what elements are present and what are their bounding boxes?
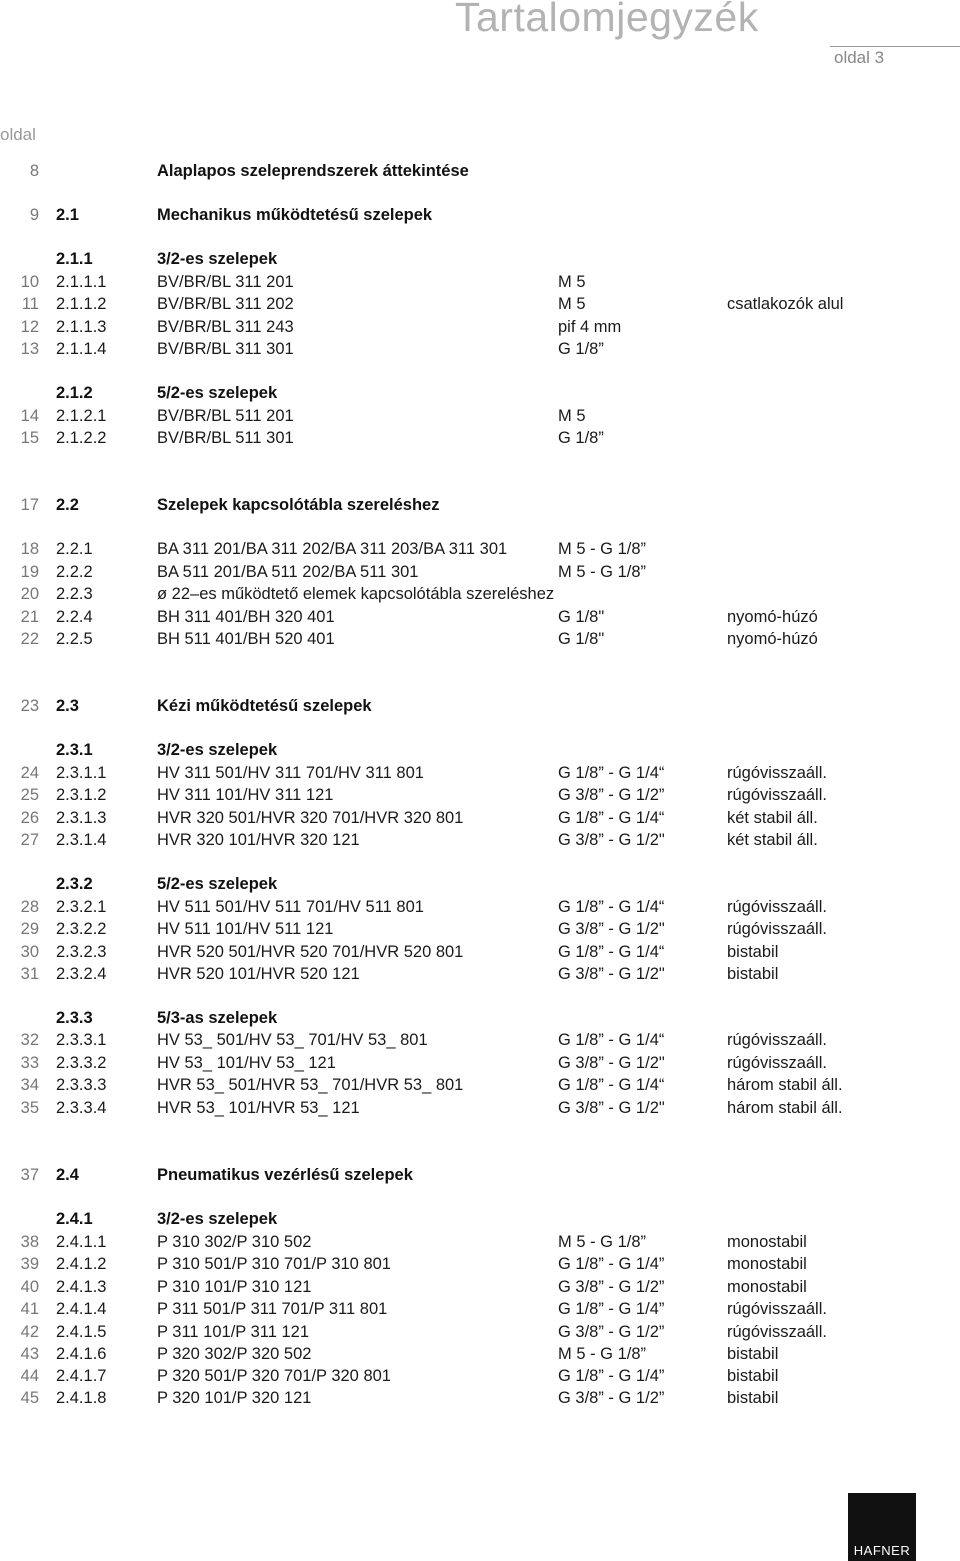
- entry-note: nyomó-húzó: [727, 630, 818, 648]
- page-number: 41: [20, 1300, 39, 1318]
- section-number: 2.4.1.5: [56, 1323, 107, 1341]
- page-number: 19: [20, 563, 39, 581]
- entry-description: P 310 501/P 310 701/P 310 801: [157, 1255, 391, 1273]
- toc-entry-row: [0, 271, 960, 293]
- entry-description: 3/2-es szelepek: [157, 741, 278, 759]
- page-number-label: oldal 3: [834, 48, 885, 67]
- section-number: 2.2.3: [56, 585, 93, 603]
- toc-entry-row: [0, 1097, 960, 1119]
- section-number: 2.1.1.2: [56, 295, 107, 313]
- page-number: 24: [20, 764, 39, 782]
- page-number: 31: [20, 965, 39, 983]
- entry-description: HVR 53_ 101/HVR 53_ 121: [157, 1099, 360, 1117]
- connection-size: G 1/8” - G 1/4“: [558, 898, 665, 916]
- toc-entry-row: [0, 1365, 960, 1387]
- section-heading-row: [0, 695, 960, 717]
- connection-size: G 3/8” - G 1/2”: [558, 1389, 665, 1407]
- section-number: 2.2.5: [56, 630, 93, 648]
- entry-note: nyomó-húzó: [727, 608, 818, 626]
- entry-description: BV/BR/BL 511 201: [157, 407, 294, 425]
- page-number: 40: [20, 1278, 39, 1296]
- entry-description: Mechanikus működtetésű szelepek: [157, 206, 433, 224]
- connection-size: G 1/8” - G 1/4”: [558, 1300, 665, 1318]
- section-number: 2.3.2.4: [56, 965, 107, 983]
- entry-description: P 311 101/P 311 121: [157, 1323, 310, 1341]
- section-heading-row: [0, 204, 960, 226]
- section-number: 2.3.1.4: [56, 831, 107, 849]
- entry-note: monostabil: [727, 1233, 807, 1251]
- page-number: 35: [20, 1099, 39, 1117]
- entry-description: P 311 501/P 311 701/P 311 801: [157, 1300, 388, 1318]
- section-number: 2.3.2.3: [56, 943, 107, 961]
- page-number: 15: [20, 429, 39, 447]
- toc-entry-row: [0, 561, 960, 583]
- page-number: 29: [20, 920, 39, 938]
- page-number: 44: [20, 1367, 39, 1385]
- entry-description: BV/BR/BL 311 202: [157, 295, 294, 313]
- entry-description: HV 311 501/HV 311 701/HV 311 801: [157, 764, 424, 782]
- page-number: 43: [20, 1345, 39, 1363]
- connection-size: G 3/8” - G 1/2": [558, 1099, 665, 1117]
- page-number: 23: [20, 697, 39, 715]
- connection-size: M 5: [558, 273, 586, 291]
- section-number: 2.2: [56, 496, 79, 514]
- entry-description: HVR 520 501/HVR 520 701/HVR 520 801: [157, 943, 464, 961]
- toc-entry-row: [0, 1343, 960, 1365]
- page-number: 12: [20, 318, 39, 336]
- page-number: 30: [20, 943, 39, 961]
- connection-size: G 3/8” - G 1/2": [558, 965, 665, 983]
- entry-description: 3/2-es szelepek: [157, 250, 278, 268]
- toc-entry-row: [0, 628, 960, 650]
- page-number: 10: [20, 273, 39, 291]
- connection-size: G 1/8” - G 1/4“: [558, 809, 665, 827]
- entry-note: bistabil: [727, 1345, 779, 1363]
- entry-description: HVR 320 101/HVR 320 121: [157, 831, 360, 849]
- subsection-heading-row: [0, 382, 960, 404]
- connection-size: G 1/8": [558, 608, 605, 626]
- toc-entry-row: [0, 941, 960, 963]
- connection-size: M 5: [558, 407, 586, 425]
- entry-note: három stabil áll.: [727, 1099, 843, 1117]
- toc-entry-row: [0, 1321, 960, 1343]
- page-number: 39: [20, 1255, 39, 1273]
- toc-entry-row: [0, 1276, 960, 1298]
- connection-size: M 5 - G 1/8”: [558, 540, 647, 558]
- toc-entry-row: [0, 606, 960, 628]
- entry-description: HVR 320 501/HVR 320 701/HVR 320 801: [157, 809, 464, 827]
- page-number: 26: [20, 809, 39, 827]
- toc-entry-row: [0, 316, 960, 338]
- entry-note: rúgóvisszaáll.: [727, 786, 827, 804]
- page-number: 42: [20, 1323, 39, 1341]
- entry-note: rúgóvisszaáll.: [727, 920, 827, 938]
- entry-note: rúgóvisszaáll.: [727, 1054, 827, 1072]
- page-number: 32: [20, 1031, 39, 1049]
- entry-note: három stabil áll.: [727, 1076, 843, 1094]
- section-number: 2.3.3.4: [56, 1099, 107, 1117]
- entry-description: HV 511 101/HV 511 121: [157, 920, 334, 938]
- entry-note: bistabil: [727, 1389, 779, 1407]
- toc-entry-row: [0, 1029, 960, 1051]
- page-number: 11: [21, 295, 39, 313]
- toc-entry-row: [0, 1052, 960, 1074]
- entry-note: csatlakozók alul: [727, 295, 844, 313]
- connection-size: G 1/8” - G 1/4“: [558, 764, 665, 782]
- page-number: 45: [20, 1389, 39, 1407]
- entry-description: HVR 53_ 501/HVR 53_ 701/HVR 53_ 801: [157, 1076, 464, 1094]
- entry-description: Kézi működtetésű szelepek: [157, 697, 372, 715]
- entry-description: HV 311 101/HV 311 121: [157, 786, 334, 804]
- entry-description: 5/3-as szelepek: [157, 1009, 278, 1027]
- connection-size: pif 4 mm: [558, 318, 622, 336]
- toc-entry-row: [0, 538, 960, 560]
- toc-entry-row: [0, 1231, 960, 1253]
- entry-note: rúgóvisszaáll.: [727, 764, 827, 782]
- section-number: 2.3.2: [56, 875, 93, 893]
- title-rule: [830, 46, 960, 47]
- connection-size: M 5 - G 1/8”: [558, 1233, 647, 1251]
- toc-entry-row: [0, 293, 960, 315]
- section-heading-row: [0, 160, 960, 182]
- section-number: 2.1.1.1: [56, 273, 107, 291]
- page-number: 9: [29, 206, 39, 224]
- subsection-heading-row: [0, 1208, 960, 1230]
- toc-entry-row: [0, 963, 960, 985]
- section-number: 2.4.1.7: [56, 1367, 107, 1385]
- connection-size: G 1/8” - G 1/4“: [558, 1076, 665, 1094]
- entry-description: 3/2-es szelepek: [157, 1210, 278, 1228]
- logo-text: HAFNER: [853, 1543, 911, 1558]
- connection-size: G 1/8” - G 1/4“: [558, 1031, 665, 1049]
- entry-description: BV/BR/BL 311 201: [157, 273, 294, 291]
- entry-note: rúgóvisszaáll.: [727, 898, 827, 916]
- connection-size: G 1/8” - G 1/4“: [558, 943, 665, 961]
- entry-description: P 320 101/P 320 121: [157, 1389, 312, 1407]
- section-number: 2.1.1: [56, 250, 93, 268]
- subsection-heading-row: [0, 248, 960, 270]
- page-number: 17: [20, 496, 39, 514]
- entry-note: monostabil: [727, 1278, 807, 1296]
- section-number: 2.3.1.3: [56, 809, 107, 827]
- page-number: 27: [20, 831, 39, 849]
- section-number: 2.1.2.2: [56, 429, 107, 447]
- connection-size: G 3/8” - G 1/2”: [558, 1278, 665, 1296]
- section-number: 2.3.2.2: [56, 920, 107, 938]
- connection-size: G 1/8” - G 1/4”: [558, 1255, 665, 1273]
- entry-note: bistabil: [727, 943, 779, 961]
- section-number: 2.4.1.4: [56, 1300, 107, 1318]
- entry-note: két stabil áll.: [727, 831, 818, 849]
- toc-entry-row: [0, 918, 960, 940]
- section-heading-row: [0, 494, 960, 516]
- entry-note: monostabil: [727, 1255, 807, 1273]
- connection-size: G 3/8” - G 1/2”: [558, 1323, 665, 1341]
- entry-note: rúgóvisszaáll.: [727, 1300, 827, 1318]
- entry-description: Szelepek kapcsolótábla szereléshez: [157, 496, 440, 514]
- section-number: 2.1.1.4: [56, 340, 107, 358]
- page-number: 25: [20, 786, 39, 804]
- page-number: 28: [20, 898, 39, 916]
- entry-description: BH 311 401/BH 320 401: [157, 608, 335, 626]
- entry-description: P 310 101/P 310 121: [157, 1278, 312, 1296]
- toc-entry-row: [0, 784, 960, 806]
- connection-size: M 5 - G 1/8”: [558, 1345, 647, 1363]
- section-number: 2.1: [56, 206, 79, 224]
- entry-description: P 310 302/P 310 502: [157, 1233, 312, 1251]
- subsection-heading-row: [0, 873, 960, 895]
- toc-entry-row: [0, 1253, 960, 1275]
- section-number: 2.3.2.1: [56, 898, 107, 916]
- entry-description: ø 22–es működtető elemek kapcsolótábla szereléshez: [157, 585, 555, 603]
- toc-entry-row: [0, 1298, 960, 1320]
- entry-description: HVR 520 101/HVR 520 121: [157, 965, 360, 983]
- section-number: 2.2.4: [56, 608, 93, 626]
- entry-note: rúgóvisszaáll.: [727, 1323, 827, 1341]
- entry-description: HV 53_ 101/HV 53_ 121: [157, 1054, 336, 1072]
- section-number: 2.3.3: [56, 1009, 93, 1027]
- connection-size: M 5 - G 1/8”: [558, 563, 647, 581]
- connection-size: G 3/8” - G 1/2": [558, 920, 665, 938]
- section-number: 2.3: [56, 697, 79, 715]
- section-number: 2.4.1.6: [56, 1345, 107, 1363]
- section-number: 2.1.2: [56, 384, 93, 402]
- connection-size: G 3/8” - G 1/2": [558, 831, 665, 849]
- hafner-logo: [848, 1493, 916, 1561]
- subsection-heading-row: [0, 1007, 960, 1029]
- entry-description: P 320 302/P 320 502: [157, 1345, 312, 1363]
- entry-note: bistabil: [727, 1367, 779, 1385]
- entry-description: Pneumatikus vezérlésű szelepek: [157, 1166, 413, 1184]
- subsection-heading-row: [0, 739, 960, 761]
- entry-note: bistabil: [727, 965, 779, 983]
- toc-entry-row: [0, 405, 960, 427]
- toc-entry-row: [0, 762, 960, 784]
- connection-size: G 1/8”: [558, 429, 604, 447]
- entry-description: BA 311 201/BA 311 202/BA 311 203/BA 311 301: [157, 540, 508, 558]
- section-number: 2.2.2: [56, 563, 93, 581]
- entry-description: HV 511 501/HV 511 701/HV 511 801: [157, 898, 424, 916]
- toc-entry-row: [0, 829, 960, 851]
- page-number: 33: [20, 1054, 39, 1072]
- page-number: 37: [20, 1166, 39, 1184]
- toc-entry-row: [0, 896, 960, 918]
- connection-size: G 1/8” - G 1/4”: [558, 1367, 665, 1385]
- section-number: 2.3.1.2: [56, 786, 107, 804]
- section-number: 2.1.2.1: [56, 407, 107, 425]
- page-number: 38: [20, 1233, 39, 1251]
- page-number: 8: [29, 162, 39, 180]
- entry-description: P 320 501/P 320 701/P 320 801: [157, 1367, 391, 1385]
- section-heading-row: [0, 1164, 960, 1186]
- toc-entry-row: [0, 338, 960, 360]
- section-number: 2.2.1: [56, 540, 93, 558]
- entry-note: rúgóvisszaáll.: [727, 1031, 827, 1049]
- connection-size: G 1/8”: [558, 340, 604, 358]
- connection-size: M 5: [558, 295, 586, 313]
- toc-entry-row: [0, 583, 960, 605]
- section-number: 2.3.1.1: [56, 764, 107, 782]
- page-number: 22: [20, 630, 39, 648]
- section-number: 2.4.1.1: [56, 1233, 107, 1251]
- entry-description: BV/BR/BL 511 301: [157, 429, 294, 447]
- page-number: 14: [20, 407, 39, 425]
- connection-size: G 3/8” - G 1/2": [558, 1054, 665, 1072]
- page-number: 20: [20, 585, 39, 603]
- section-number: 2.3.3.3: [56, 1076, 107, 1094]
- entry-description: 5/2-es szelepek: [157, 384, 278, 402]
- page-number: 13: [20, 340, 39, 358]
- page-number: 21: [20, 608, 39, 626]
- entry-description: HV 53_ 501/HV 53_ 701/HV 53_ 801: [157, 1031, 428, 1049]
- section-number: 2.4: [56, 1166, 79, 1184]
- section-number: 2.4.1.3: [56, 1278, 107, 1296]
- connection-size: G 3/8” - G 1/2”: [558, 786, 665, 804]
- page-number: 18: [20, 540, 39, 558]
- entry-description: Alaplapos szeleprendszerek áttekintése: [157, 162, 469, 180]
- connection-size: G 1/8": [558, 630, 605, 648]
- page-number: 34: [20, 1076, 39, 1094]
- entry-description: BV/BR/BL 311 243: [157, 318, 294, 336]
- entry-description: BH 511 401/BH 520 401: [157, 630, 335, 648]
- section-number: 2.4.1.8: [56, 1389, 107, 1407]
- section-number: 2.3.3.1: [56, 1031, 107, 1049]
- entry-note: két stabil áll.: [727, 809, 818, 827]
- page-title: Tartalomjegyzék: [455, 0, 759, 40]
- entry-description: BA 511 201/BA 511 202/BA 511 301: [157, 563, 419, 581]
- toc-entry-row: [0, 427, 960, 449]
- entry-description: 5/2-es szelepek: [157, 875, 278, 893]
- page-column-header: oldal: [0, 125, 36, 144]
- toc-entry-row: [0, 1074, 960, 1096]
- toc-entry-row: [0, 807, 960, 829]
- section-number: 2.4.1.2: [56, 1255, 107, 1273]
- toc-entry-row: [0, 1387, 960, 1409]
- section-number: 2.1.1.3: [56, 318, 107, 336]
- section-number: 2.4.1: [56, 1210, 93, 1228]
- section-number: 2.3.1: [56, 741, 93, 759]
- section-number: 2.3.3.2: [56, 1054, 107, 1072]
- entry-description: BV/BR/BL 311 301: [157, 340, 294, 358]
